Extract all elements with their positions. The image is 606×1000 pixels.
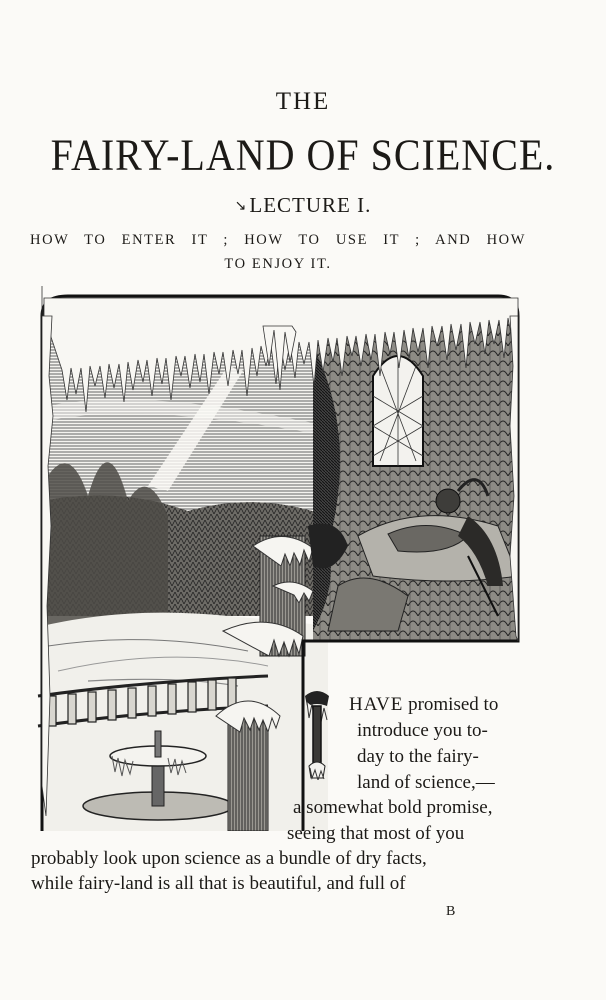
lecture-number: LECTURE I. [249,193,372,217]
book-title: FAIRY-LAND OF SCIENCE. [50,129,556,180]
body-line-5: a somewhat bold promise, [293,797,493,818]
subtitle-line-1: HOW TO ENTER IT ; HOW TO USE IT ; AND HOW [30,232,526,248]
signature-mark: B [446,904,456,919]
title-the: THE [275,88,331,115]
subtitle-line-2: TO ENJOY IT. [224,256,332,272]
printer-mark: ↘ [234,199,248,214]
body-line-1: HAVE promised to [349,694,499,715]
body-line-8: while fairy-land is all that is beautiful, and full of [31,873,406,894]
body-line-4: land of science,— [357,772,495,793]
body-line-6: seeing that most of you [287,823,465,844]
lecture-heading [0,193,606,218]
initial-word: HAVE [349,694,404,715]
decorated-initial-I-icon [301,688,333,780]
body-line-3: day to the fairy- [357,746,479,767]
body-line-7: probably look upon science as a bundle of dry facts, [31,848,427,869]
body-line-2: introduce you to- [357,720,488,741]
